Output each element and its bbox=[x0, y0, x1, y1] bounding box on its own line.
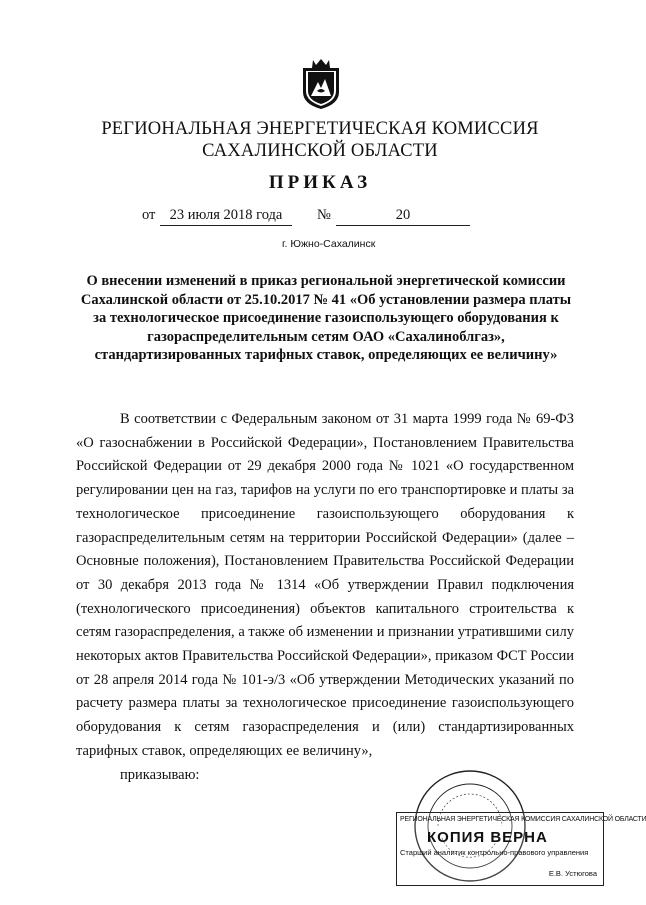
document-type: ПРИКАЗ bbox=[268, 172, 372, 193]
body-paragraph-order: приказываю: bbox=[120, 766, 200, 783]
stamp-name: Е.В. Устюгова bbox=[548, 869, 597, 878]
organization-name bbox=[0, 118, 640, 162]
stamp-organization: РЕГИОНАЛЬНАЯ ЭНЕРГЕТИЧЕСКАЯ КОМИССИЯ САХАЛИНСКОЙ ОБЛАСТИ bbox=[400, 816, 646, 823]
body-paragraph: В соответствии с Федеральным законом от 31 марта 1999 года № 69-ФЗ «О газоснабжении в Российской Федерации», Постановлением Правительства Российской Федерации от 29 декабря 2000 года № 1021 «О государственном регулировании цен на газ, тарифов на услуги по его транспортировке и платы за технологическое присоединение газоиспользующего оборудования к газораспределительным сетям на территории Российской Федерации» (далее – Основные положения), Постановлением Правительства Российской Федерации от 30 декабря 2013 года № 1314 «Об утверждении Правил подключения (технологического присоединения) объектов капитального строительства к сетям газораспределения, а также об изменении и признании утратившими силу некоторых актов Правительства Российской Федерации», приказом ФСТ России от 28 апреля 2014 года № 101-э/3 «Об утверждении Методических указаний по расчету размера платы за технологическое присоединение газоиспользующего оборудования к сетям газораспределения и (или) стандартизированных тарифных ставок, определяющих ее величину», bbox=[76, 411, 574, 759]
organization-line-1: РЕГИОНАЛЬНАЯ ЭНЕРГЕТИЧЕСКАЯ КОМИССИЯ bbox=[101, 119, 539, 139]
stamp-position: Старший аналитик контрольно-правового управления bbox=[400, 848, 589, 857]
document-number: 20 bbox=[336, 207, 470, 226]
certified-copy-stamp bbox=[396, 812, 646, 886]
stamp-title: КОПИЯ ВЕРНА bbox=[427, 829, 548, 846]
document-date: 23 июля 2018 года bbox=[160, 207, 292, 226]
document-subject: О внесении изменений в приказ региональной энергетической комиссии Сахалинской области от 25.10.2017 № 41 «Об установлении размера платы за технологическое присоединение газоиспользующего оборудования к газораспределительным сетям ОАО «Сахалиноблгаз», стандартизированных тарифных ставок, определяющих ее величину» bbox=[80, 273, 572, 364]
date-number-line bbox=[142, 207, 472, 229]
city: г. Южно-Сахалинск bbox=[282, 238, 376, 250]
organization-line-2: САХАЛИНСКОЙ ОБЛАСТИ bbox=[202, 141, 438, 161]
coat-of-arms-icon bbox=[300, 58, 342, 110]
document-body bbox=[76, 408, 574, 787]
number-prefix: № bbox=[317, 207, 331, 223]
date-prefix: от bbox=[142, 207, 156, 223]
